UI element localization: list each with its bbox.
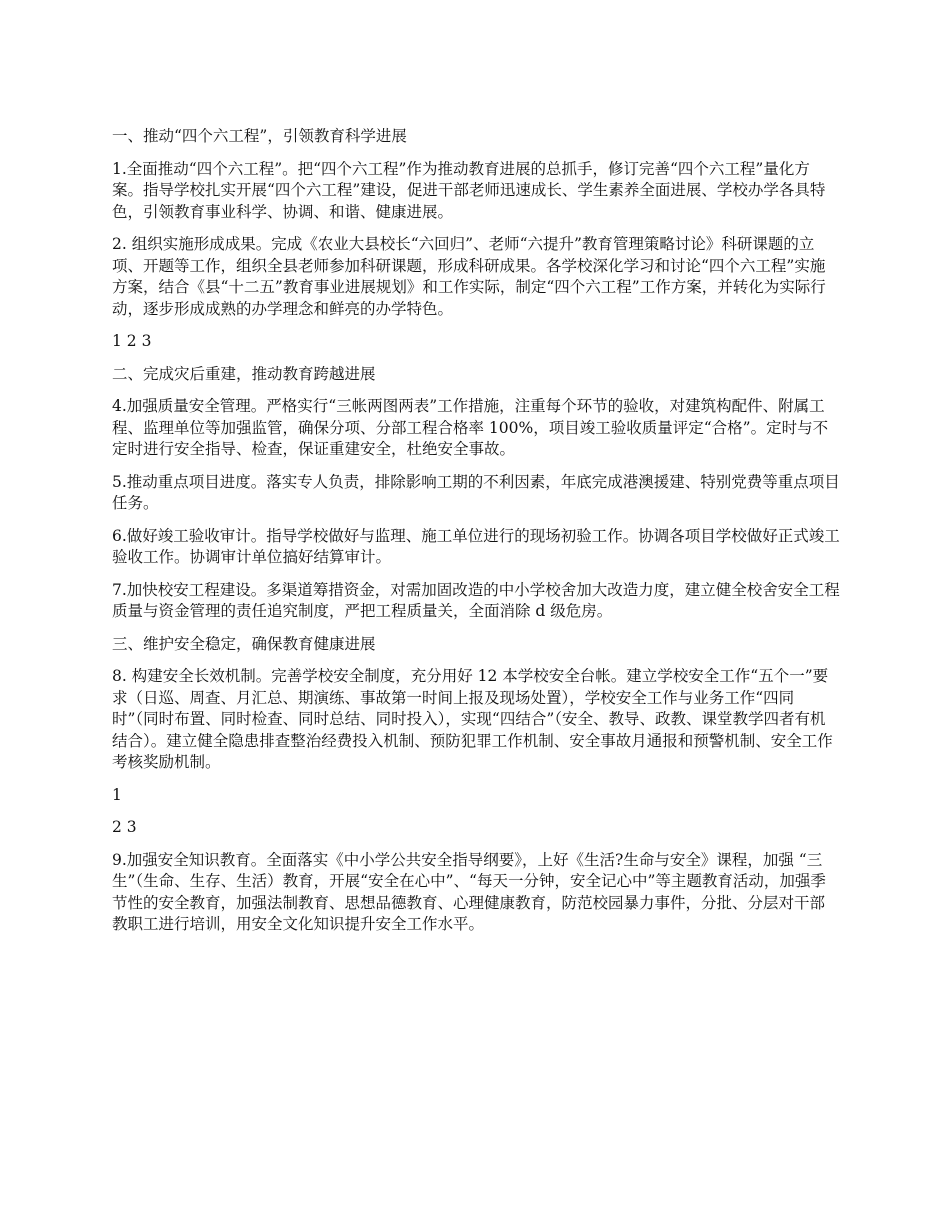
section-heading-3: 三、维护安全稳定，确保教育健康进展 (112, 634, 376, 653)
paragraph-item-1: 1.全面推动“四个六工程”。把“四个六工程”作为推动教育进展的总抓手，修订完善“四个六工程”量化方案。指导学校扎实开展“四个六工程”建设，促进干部老师迅速成长、学生素养全面进展、学校办学各具特色，引领教育事业科学、协调、和谐、健康进展。 (112, 159, 826, 221)
paragraph-item-6: 6.做好竣工验收审计。指导学校做好与监理、施工单位进行的现场初验工作。协调各项目学校做好正式竣工验收工作。协调审计单位搞好结算审计。 (112, 526, 840, 566)
paragraph-item-8: 8. 构建安全长效机制。完善学校安全制度，充分用好 12 本学校安全台帐。建立学校安全工作“五个一”要求（日巡、周查、月汇总、期演练、事故第一时间上报及现场处置），学校安全工作与业务工作“四同时”（同时布置、同时检查、同时总结、同时投入），实现“四结合”（安全、教导、政教、课堂教学四者有机结合）。建立健全隐患排查整治经费投入机制、预防犯罪工作机制、安全事故月通报和预警机制、安全工作考核奖励机制。 (112, 667, 833, 771)
paragraph-item-2: 2. 组织实施形成成果。完成《农业大县校长“六回归”、老师“六提升”教育管理策略讨论》科研课题的立项、开题等工作，组织全县老师参加科研课题，形成科研成果。各学校深化学习和讨论“四个六工程”实施方案，结合《县“十二五”教育事业进展规划》和工作实际，制定“四个六工程”工作方案，并转化为实际行动，逐步形成成熟的办学理念和鲜亮的办学特色。 (112, 235, 826, 318)
page-number-marker: 2 3 (112, 818, 137, 836)
paragraph-item-9: 9.加强安全知识教育。全面落实《中小学公共安全指导纲要》，上好《生活?生命与安全》课程，加强 “三生”（生命、生存、生活）教育，开展“安全在心中”、“每天一分钟，安全记心中”等主题教育活动，加强季节性的安全教育，加强法制教育、思想品德教育、心理健康教育，防范校园暴力事件，分批、分层对干部教职工进行培训，用安全文化知识提升安全工作水平。 (112, 850, 826, 933)
document-page (112, 126, 840, 947)
paragraph-item-5: 5.推动重点项目进度。落实专人负责，排除影响工期的不利因素，年底完成港澳援建、特别党费等重点项目任务。 (112, 472, 840, 512)
paragraph-item-7: 7.加快校安工程建设。多渠道筹措资金，对需加固改造的中小学校舍加大改造力度，建立健全校舍安全工程质量与资金管理的责任追究制度，严把工程质量关，全面消除 d 级危房。 (112, 580, 840, 620)
section-heading-2: 二、完成灾后重建，推动教育跨越进展 (112, 364, 376, 383)
paragraph-item-4: 4.加强质量安全管理。严格实行“三帐两图两表”工作措施，注重每个环节的验收，对建筑构配件、附属工程、监理单位等加强监管，确保分项、分部工程合格率 100%，项目竣工验收质量评定“合格”。定时与不定时进行安全指导、检查，保证重建安全，杜绝安全事故。 (112, 397, 829, 458)
page-number-marker: 1 2 3 (112, 332, 152, 350)
section-heading-1: 一、推动“四个六工程”，引领教育科学进展 (112, 127, 407, 145)
page-number-marker: 1 (112, 785, 122, 804)
